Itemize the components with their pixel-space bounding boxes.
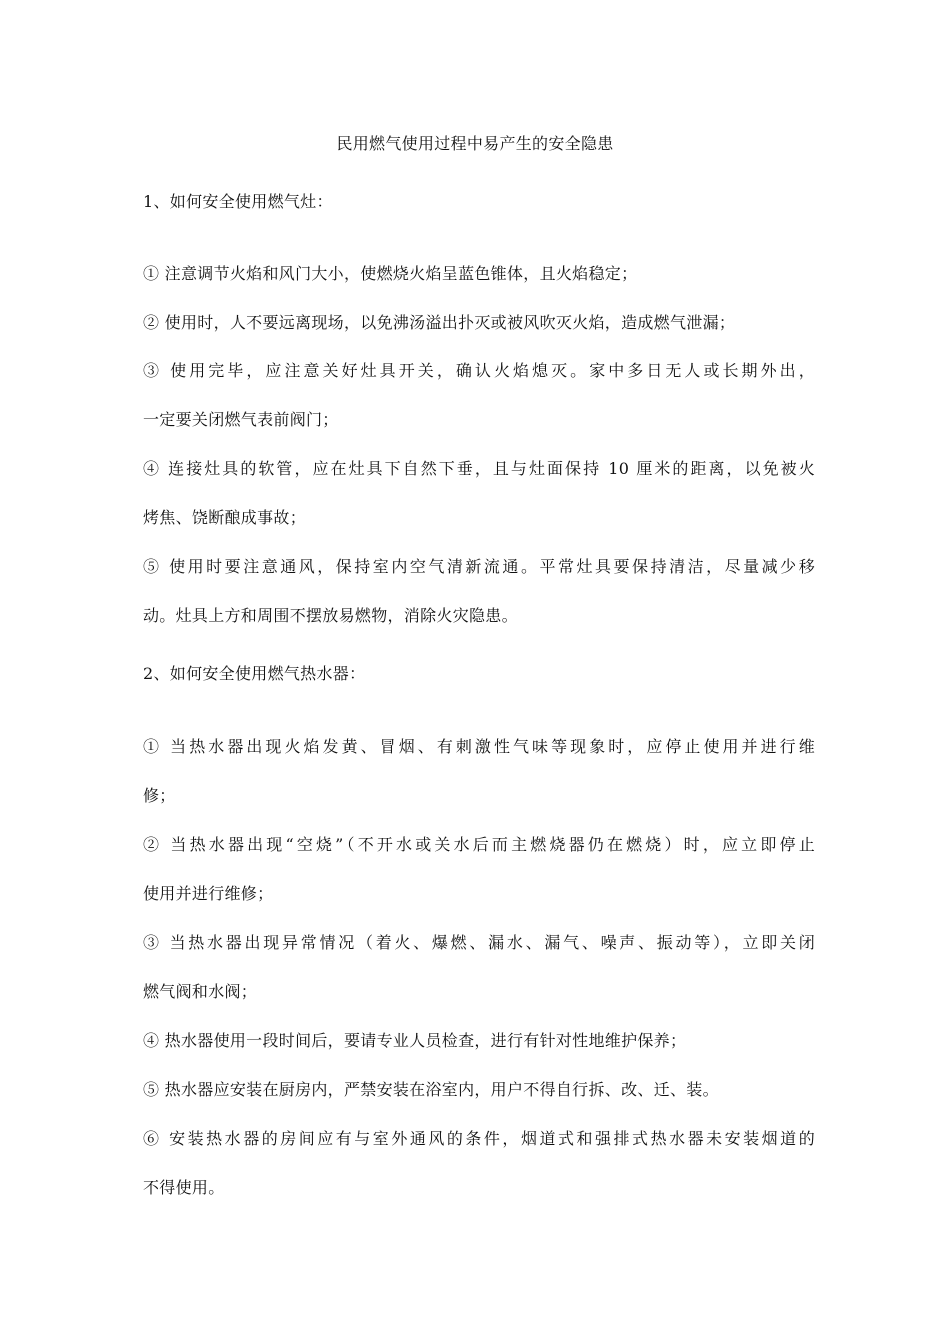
- list-item: ③ 当热水器出现异常情况（着火、爆燃、漏水、漏气、噪声、振动等），立即关闭: [143, 933, 815, 952]
- list-item: ⑥ 安装热水器的房间应有与室外通风的条件，烟道式和强排式热水器未安装烟道的: [143, 1129, 815, 1148]
- section-heading: 2、如何安全使用燃气热水器：: [143, 664, 366, 683]
- list-item-continuation: 燃气阀和水阀；: [143, 982, 258, 1001]
- list-item: ⑤ 热水器应安装在厨房内，严禁安装在浴室内，用户不得自行拆、改、迁、装。: [143, 1080, 719, 1099]
- list-item-continuation: 使用并进行维修；: [143, 884, 274, 903]
- list-item-continuation: 修；: [143, 786, 176, 805]
- section-heading: 1、如何安全使用燃气灶：: [143, 192, 333, 211]
- list-item-continuation: 烤焦、饶断酿成事故；: [143, 508, 307, 527]
- document-title: 民用燃气使用过程中易产生的安全隐患: [336, 134, 614, 153]
- list-item: ② 使用时，人不要远离现场，以免沸汤溢出扑灭或被风吹灭火焰，造成燃气泄漏；: [143, 313, 736, 332]
- list-item: ⑤ 使用时要注意通风，保持室内空气清新流通。平常灶具要保持清洁，尽量减少移: [143, 557, 815, 576]
- list-item: ① 当热水器出现火焰发黄、冒烟、有刺激性气味等现象时，应停止使用并进行维: [143, 737, 815, 756]
- list-item-continuation: 动。灶具上方和周围不摆放易燃物，消除火灾隐患。: [143, 606, 518, 625]
- list-item: ④ 连接灶具的软管，应在灶具下自然下垂，且与灶面保持 10 厘米的距离，以免被火: [143, 459, 815, 478]
- list-item: ② 当热水器出现“空烧”（不开水或关水后而主燃烧器仍在燃烧）时，应立即停止: [143, 835, 815, 854]
- list-item-continuation: 一定要关闭燃气表前阀门；: [143, 410, 339, 429]
- list-item-continuation: 不得使用。: [143, 1178, 225, 1197]
- list-item: ① 注意调节火焰和风门大小，使燃烧火焰呈蓝色锥体，且火焰稳定；: [143, 264, 638, 283]
- list-item: ④ 热水器使用一段时间后，要请专业人员检查，进行有针对性地维护保养；: [143, 1031, 687, 1050]
- list-item: ③ 使用完毕，应注意关好灶具开关，确认火焰熄灭。家中多日无人或长期外出，: [143, 361, 815, 380]
